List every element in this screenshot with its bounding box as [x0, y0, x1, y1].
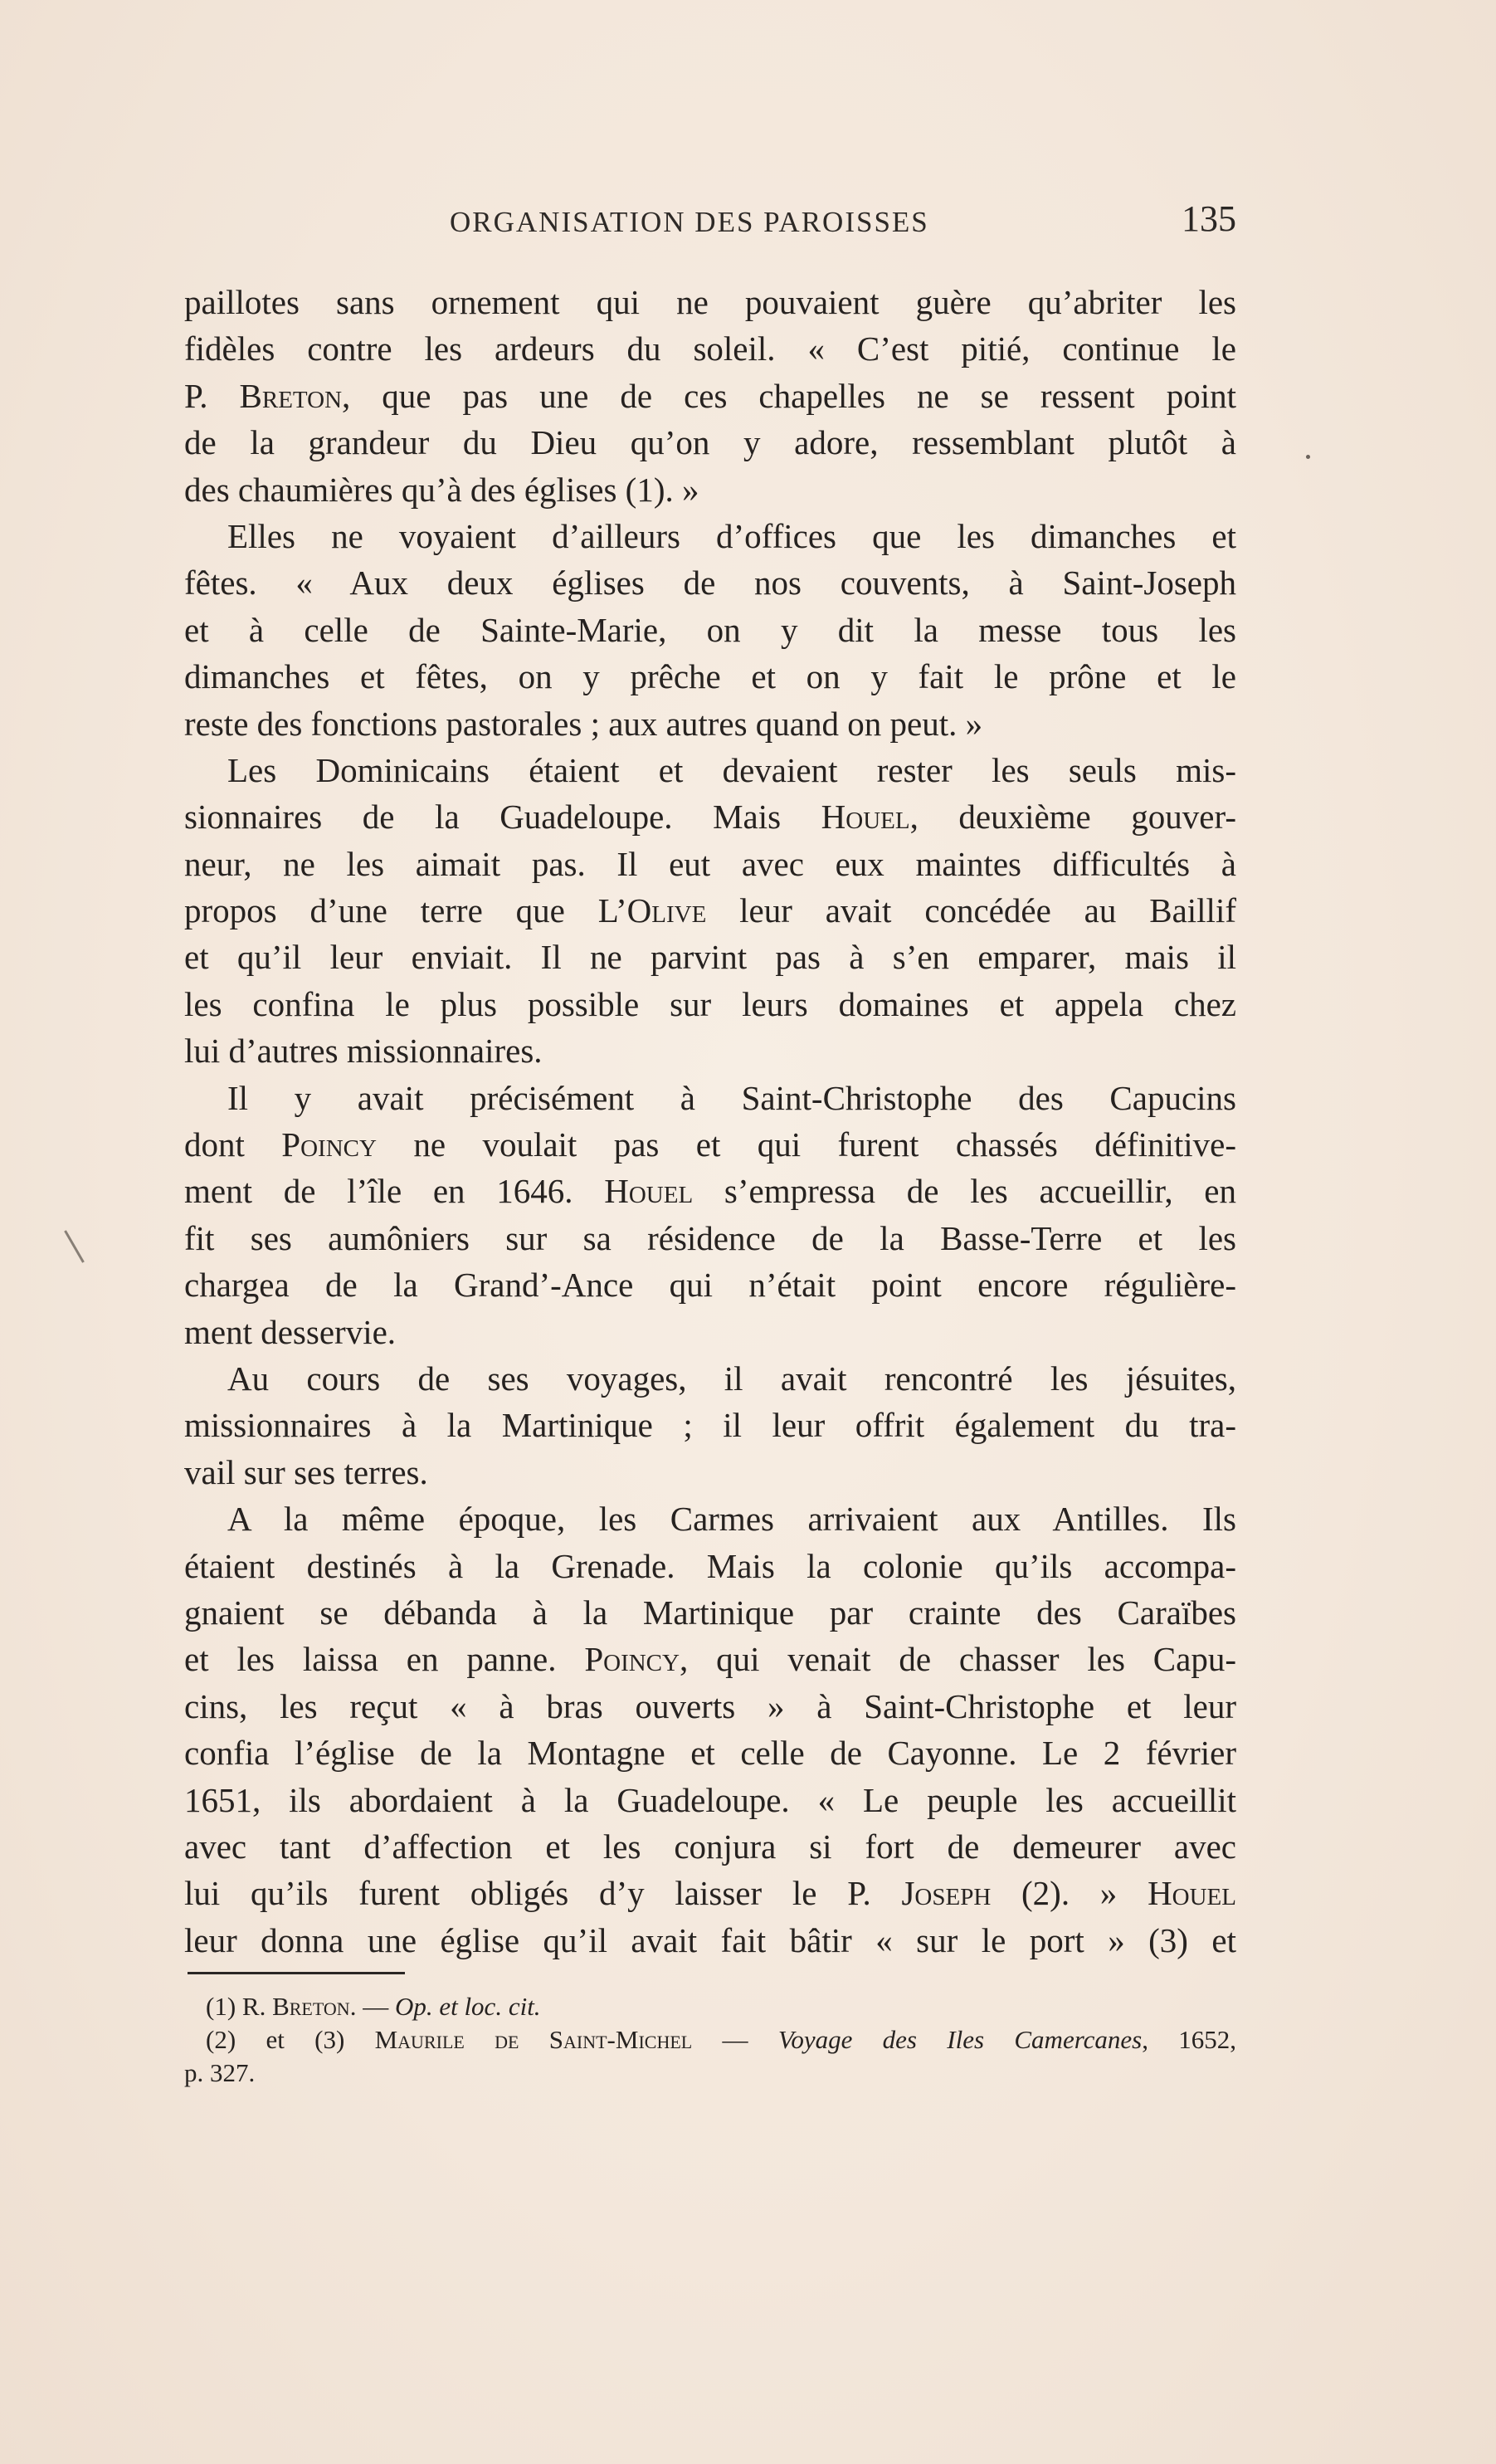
text-run: vail sur ses terres.	[184, 1452, 428, 1491]
footnote-line	[184, 2057, 1236, 2090]
text-run: missionnaires à la Martinique ; il leur offrit également du tra-	[184, 1406, 1236, 1445]
text-run: sionnaires de la Guadeloupe. Mais	[184, 798, 821, 837]
margin-pencil-mark	[64, 1230, 85, 1263]
text-run: lui d’autres missionnaires.	[184, 1032, 543, 1071]
text-line	[184, 1027, 1236, 1074]
text-run: gnaient se débanda à la Martinique par crainte des Caraïbes	[184, 1593, 1236, 1632]
text-run: neur, ne les aimait pas. Il eut avec eux maintes difficultés à	[184, 844, 1236, 883]
text-run: fêtes. « Aux deux églises de nos couvents, à Saint-Joseph	[184, 564, 1236, 603]
text-line	[184, 1589, 1236, 1636]
text-line	[184, 1917, 1236, 1964]
text-run: fit ses aumôniers sur sa résidence de la Basse-Terre et les	[184, 1218, 1236, 1257]
text-run: Maurile de Saint-Michel	[374, 2025, 693, 2054]
text-run: propos d’une terre que L’	[184, 891, 627, 930]
running-title: ORGANISATION DES PAROISSES	[450, 206, 929, 238]
text-line	[184, 1261, 1236, 1308]
text-run: A la même époque, les Carmes arrivaient aux Antilles. Ils	[227, 1500, 1236, 1539]
text-run: P.	[184, 376, 240, 415]
text-run: leur donna une église qu’il avait fait bâtir « sur le port » (3) et	[184, 1920, 1236, 1959]
text-run: dimanches et fêtes, on y prêche et on y fait le prône et le	[184, 657, 1236, 696]
text-run: Voyage des Iles Camercanes	[777, 2025, 1143, 2054]
running-head	[184, 198, 1236, 247]
page-number: 135	[1182, 198, 1236, 239]
text-line	[184, 1730, 1236, 1776]
text-run: ment desservie.	[184, 1312, 397, 1351]
text-line	[184, 1777, 1236, 1823]
text-line	[184, 793, 1236, 840]
text-run: Joseph	[901, 1874, 992, 1913]
text-run: fidèles contre les ardeurs du soleil. « C’est pitié, continue le	[184, 329, 1236, 368]
text-run: Poincy	[281, 1125, 377, 1164]
text-line	[184, 841, 1236, 887]
text-run: ment de l’île en 1646.	[184, 1172, 605, 1211]
text-line	[184, 1168, 1236, 1214]
text-run: Houel	[821, 798, 910, 837]
text-line	[184, 1823, 1236, 1870]
text-run: , qui venait de chasser les Capu-	[679, 1640, 1236, 1679]
text-run: Op. et loc. cit.	[394, 1992, 541, 2021]
text-run: Breton	[239, 376, 343, 415]
text-line	[184, 607, 1236, 653]
footnote-line	[184, 2023, 1236, 2057]
text-run: Au cours de ses voyages, il avait rencontré les jésuites,	[227, 1359, 1236, 1398]
text-run: les confina le plus possible sur leurs domaines et appela chez	[184, 984, 1236, 1023]
text-run: (1) R.	[206, 1992, 273, 2021]
text-run: Elles ne voyaient d’ailleurs d’offices que les dimanches et	[227, 516, 1236, 555]
text-run: reste des fonctions pastorales ; aux autres quand on peut. »	[184, 704, 983, 743]
text-line	[184, 653, 1236, 700]
text-line	[184, 419, 1236, 466]
text-line	[184, 1449, 1236, 1495]
text-run: , deuxième gouver-	[909, 798, 1236, 837]
text-run: paillotes sans ornement qui ne pouvaient guère qu’abriter les	[184, 283, 1236, 321]
text-line	[184, 887, 1236, 934]
text-line	[184, 934, 1236, 980]
text-line	[184, 1402, 1236, 1448]
text-line	[184, 325, 1236, 372]
text-line	[184, 1215, 1236, 1261]
text-run: Houel	[1148, 1874, 1236, 1913]
text-line	[184, 1309, 1236, 1355]
text-run: leur avait concédée au Baillif	[706, 891, 1236, 930]
footnotes	[184, 1990, 1236, 2090]
text-line	[184, 1495, 1236, 1542]
text-line	[184, 1075, 1236, 1121]
text-run: étaient destinés à la Grenade. Mais la colonie qu’ils accompa-	[184, 1546, 1236, 1585]
text-line	[184, 1870, 1236, 1916]
text-line	[184, 513, 1236, 559]
text-run: confia l’église de la Montagne et celle de Cayonne. Le 2 février	[184, 1734, 1236, 1773]
text-line	[184, 466, 1236, 513]
text-run: Olive	[626, 891, 707, 930]
text-line	[184, 1683, 1236, 1730]
text-run: (2). »	[991, 1874, 1148, 1913]
text-run: et les laissa en panne.	[184, 1640, 585, 1679]
text-line	[184, 1121, 1236, 1168]
text-run: , que pas une de ces chapelles ne se ressent point	[342, 376, 1236, 415]
text-run: chargea de la Grand’-Ance qui n’était point encore régulière-	[184, 1266, 1236, 1305]
text-run: dont	[184, 1125, 282, 1164]
text-run: —	[692, 2025, 778, 2054]
footnote-rule	[188, 1972, 405, 1974]
text-run: Poincy	[584, 1640, 680, 1679]
text-run: Il y avait précisément à Saint-Christophe des Capucins	[227, 1078, 1236, 1117]
text-run: des chaumières qu’à des églises (1). »	[184, 470, 699, 509]
text-run: . —	[349, 1992, 395, 2021]
text-run: avec tant d’affection et les conjura si fort de demeurer avec	[184, 1827, 1236, 1866]
body-text	[184, 279, 1236, 1964]
text-line	[184, 981, 1236, 1027]
text-run: 1651, ils abordaient à la Guadeloupe. « Le peuple les accueillit	[184, 1780, 1236, 1819]
text-line	[184, 559, 1236, 606]
text-line	[184, 700, 1236, 747]
text-run: et à celle de Sainte-Marie, on y dit la messe tous les	[184, 610, 1236, 649]
footnote-line	[184, 1990, 1236, 2023]
text-run: , 1652,	[1142, 2025, 1236, 2054]
text-line	[184, 1636, 1236, 1682]
text-run: Breton	[272, 1992, 350, 2021]
text-run: p. 327.	[184, 2058, 256, 2087]
text-run: Houel	[604, 1172, 694, 1211]
text-run: (2) et (3)	[206, 2025, 375, 2054]
text-run: lui qu’ils furent obligés d’y laisser le P.	[184, 1874, 902, 1913]
text-run: et qu’il leur enviait. Il ne parvint pas à s’en emparer, mais il	[184, 938, 1236, 977]
text-run: cins, les reçut « à bras ouverts » à Saint-Christophe et leur	[184, 1686, 1236, 1725]
text-run: ne voulait pas et qui furent chassés définitive-	[376, 1125, 1236, 1164]
margin-dot-mark	[1306, 455, 1310, 459]
text-line	[184, 1543, 1236, 1589]
text-line	[184, 279, 1236, 325]
text-line	[184, 373, 1236, 419]
text-line	[184, 747, 1236, 793]
text-line	[184, 1355, 1236, 1402]
text-run: Les Dominicains étaient et devaient rester les seuls mis-	[227, 750, 1236, 789]
text-run: de la grandeur du Dieu qu’on y adore, ressemblant plutôt à	[184, 423, 1236, 462]
text-run: s’empressa de les accueillir, en	[693, 1172, 1236, 1211]
